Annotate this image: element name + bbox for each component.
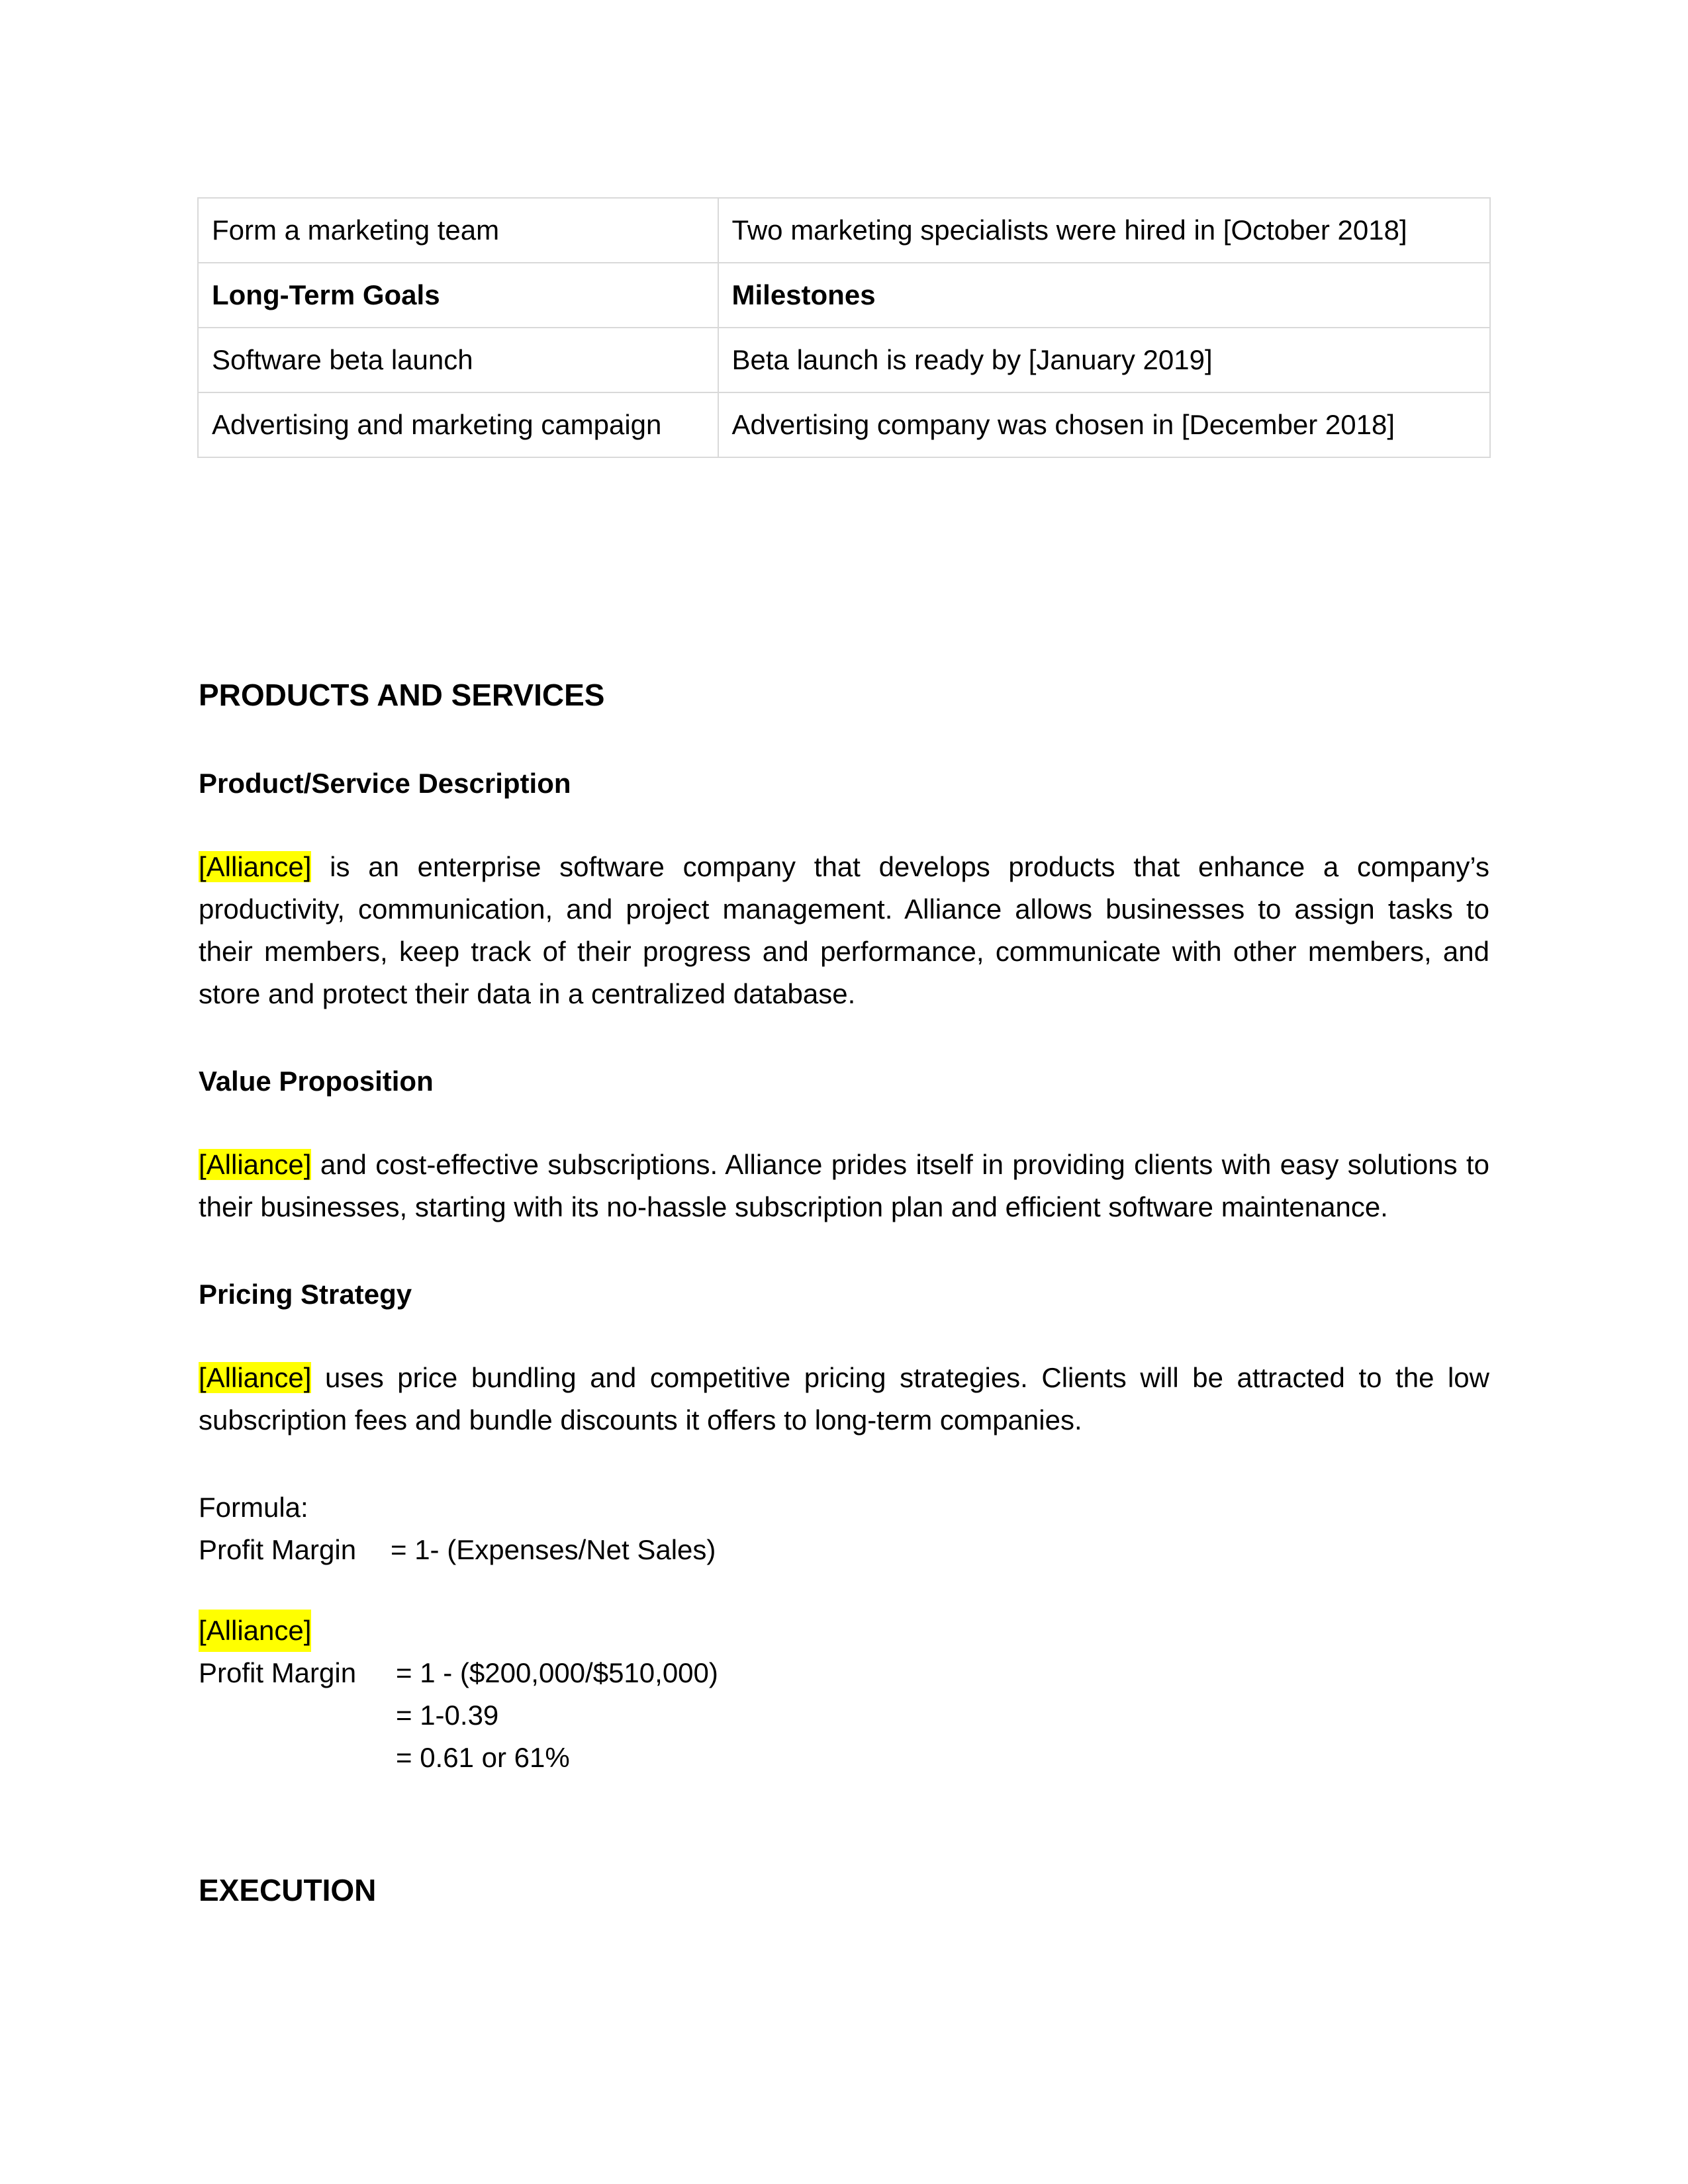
table-cell-goal: Advertising and marketing campaign (198, 392, 718, 457)
section-heading-execution: EXECUTION (199, 1873, 377, 1907)
pricing-strategy-paragraph (199, 1357, 1489, 1441)
calc-line-3: = 0.61 or 61% (396, 1742, 570, 1773)
calc-indent (199, 1694, 396, 1737)
table-header-long-term-goals: Long-Term Goals (198, 263, 718, 328)
subheading-pricing-strategy: Pricing Strategy (199, 1279, 412, 1310)
calc-line-2: = 1-0.39 (396, 1700, 499, 1731)
paragraph-text: and cost-effective subscriptions. Alliance prides itself in providing clients with easy solutions to their businesses, starting with its no-hassle subscription plan and efficient software maintenance. (199, 1149, 1489, 1222)
calc-profit-margin-label: Profit Margin (199, 1657, 357, 1688)
table-cell-milestone: Beta launch is ready by [January 2019] (718, 328, 1491, 392)
subheading-product-description: Product/Service Description (199, 768, 571, 799)
table-row (198, 198, 1490, 263)
table-cell-milestone: Advertising company was chosen in [December 2018] (718, 392, 1491, 457)
goals-milestones-table (197, 197, 1491, 458)
table-cell-milestone: Two marketing specialists were hired in [October 2018] (718, 198, 1491, 263)
calc-indent (199, 1737, 396, 1779)
calc-line-1: = 1 - ($200,000/$510,000) (396, 1657, 718, 1688)
profit-margin-label: Profit Margin (199, 1534, 357, 1565)
table-header-milestones: Milestones (718, 263, 1491, 328)
company-name-highlight: [Alliance] (199, 1610, 311, 1652)
company-name-highlight: [Alliance] (199, 1362, 312, 1393)
subheading-value-proposition: Value Proposition (199, 1066, 434, 1097)
table-header-row (198, 263, 1490, 328)
company-name-highlight: [Alliance] (199, 1149, 312, 1180)
table-cell-goal: Form a marketing team (198, 198, 718, 263)
paragraph-text: is an enterprise software company that develops products that enhance a company’s productivity, communication, and project management. Alliance allows businesses to assign tasks to their members, keep track of their progress and performance, communicate with other members, and store and protect their data in a centralized database. (199, 851, 1489, 1009)
formula-label: Formula: (199, 1492, 308, 1523)
table-row (198, 392, 1490, 457)
company-name-highlight: [Alliance] (199, 851, 312, 882)
product-description-paragraph (199, 846, 1489, 1015)
table-cell-goal: Software beta launch (198, 328, 718, 392)
formula-block (199, 1486, 716, 1571)
profit-margin-formula: = 1- (Expenses/Net Sales) (391, 1534, 716, 1565)
profit-margin-calculation (199, 1610, 718, 1779)
value-proposition-paragraph (199, 1144, 1489, 1228)
table-row (198, 328, 1490, 392)
section-heading-products-services: PRODUCTS AND SERVICES (199, 678, 605, 712)
paragraph-text: uses price bundling and competitive pricing strategies. Clients will be attracted to the low subscription fees and bundle discounts it offers to long-term companies. (199, 1362, 1489, 1435)
